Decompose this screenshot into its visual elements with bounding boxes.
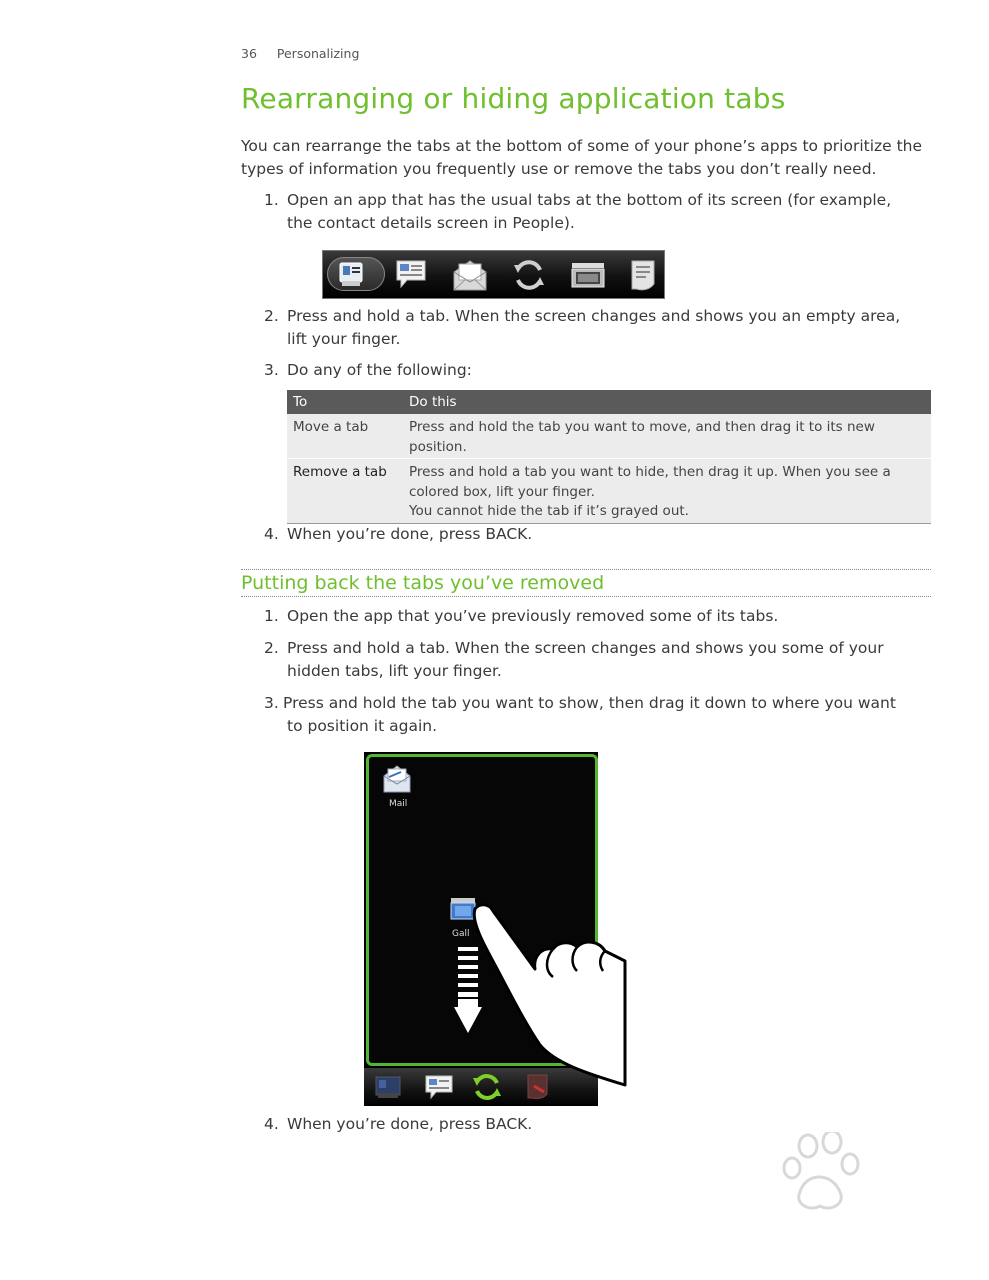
gallery-tab-icon — [568, 256, 608, 294]
tab-bar-image — [322, 250, 665, 299]
message-tab-icon — [391, 256, 431, 294]
table-cell-description — [403, 459, 931, 524]
page-number: 36 — [241, 46, 257, 61]
step-number: 3. — [264, 694, 279, 712]
section-name: Personalizing — [276, 46, 360, 61]
table-cell-description — [403, 414, 931, 459]
divider-bottom — [241, 596, 931, 597]
intro-paragraph: You can rearrange the tabs at the bottom of some of your phone’s apps to prioritize the types of information you frequently use or remove the tabs you don’t really need. — [241, 137, 923, 178]
step-text: Open the app that you’ve previously removed some of its tabs. — [287, 607, 779, 625]
table-header-row — [287, 390, 931, 414]
description-line: Press and hold a tab you want to hide, then drag it up. When you see a colored box, lift your finger. — [409, 464, 891, 500]
step-b-1 — [264, 605, 914, 628]
divider-top — [241, 569, 931, 570]
step-number: 3. — [264, 361, 279, 379]
hand-gesture-icon — [455, 895, 630, 1090]
step-text: When you’re done, press BACK. — [287, 525, 533, 543]
step-number: 2. — [264, 639, 279, 657]
mail-icon-label: Mail — [389, 799, 408, 809]
step-text: Press and hold a tab. When the screen changes and shows you an empty area, lift your finger. — [287, 307, 901, 348]
table-row — [287, 459, 931, 524]
step-a-3 — [264, 359, 914, 382]
people-tab-icon — [372, 1073, 406, 1101]
step-number: 1. — [264, 607, 279, 625]
step-text-continuation: to position it again. — [287, 717, 438, 735]
table-cell-action: Remove a tab — [287, 459, 403, 524]
message-tab-icon — [422, 1073, 456, 1101]
baidu-watermark — [700, 1132, 940, 1247]
step-number: 4. — [264, 525, 279, 543]
step-text: Open an app that has the usual tabs at the bottom of its screen (for example, the contact details screen in People). — [287, 191, 892, 232]
step-a-4 — [264, 523, 914, 546]
mail-app-icon — [381, 763, 413, 795]
step-number: 2. — [264, 307, 279, 325]
step-text: Do any of the following: — [287, 361, 472, 379]
notes-tab-icon — [623, 256, 663, 294]
step-text-line: Press and hold the tab you want to show, then drag it down to where you want — [283, 694, 896, 712]
step-b-3 — [264, 692, 914, 738]
step-text: Press and hold a tab. When the screen changes and shows you some of your hidden tabs, lift your finger. — [287, 639, 884, 680]
people-tab-icon — [327, 257, 385, 291]
table-cell-action: Move a tab — [287, 414, 403, 459]
baidu-paw-icon — [700, 1132, 940, 1247]
step-text — [283, 692, 914, 738]
mail-tab-icon — [450, 256, 490, 294]
sync-tab-icon — [509, 256, 549, 294]
step-number: 1. — [264, 191, 279, 209]
page-header — [241, 46, 359, 61]
description-line: You cannot hide the tab if it’s grayed out. — [409, 503, 689, 519]
table-row — [287, 414, 931, 459]
options-table — [287, 390, 931, 524]
step-a-1 — [264, 189, 914, 235]
page-title: Rearranging or hiding application tabs — [241, 82, 786, 115]
table-header-to: To — [287, 390, 403, 414]
subheading: Putting back the tabs you’ve removed — [241, 572, 605, 594]
gallery-icon-label: Gall — [452, 929, 470, 939]
step-a-2 — [264, 305, 914, 351]
step-b-2 — [264, 637, 914, 683]
table-header-do-this: Do this — [403, 390, 931, 414]
step-text: When you’re done, press BACK. — [287, 1115, 533, 1133]
step-number: 4. — [264, 1115, 279, 1133]
description-line: Press and hold the tab you want to move, and then drag it to its new position. — [409, 419, 875, 455]
